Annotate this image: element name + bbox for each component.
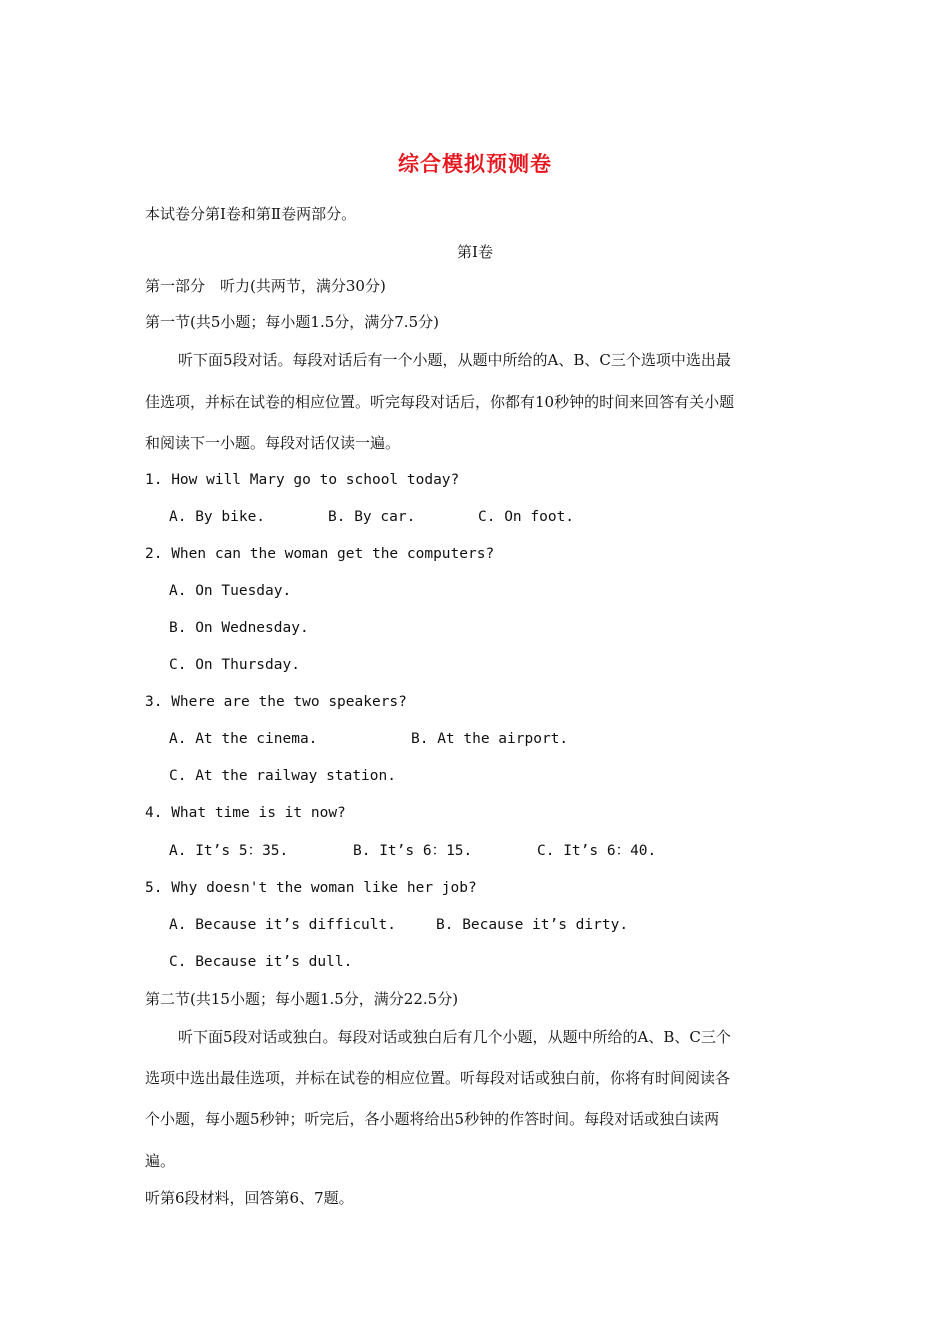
page-title: 综合模拟预测卷 <box>398 152 552 176</box>
section1-heading: 第一节(共5小题；每小题1.5分，满分7.5分) <box>145 313 439 331</box>
section2-instructions-line: 遍。 <box>145 1152 176 1170</box>
question-stem: 4. What time is it now? <box>145 805 346 821</box>
section1-instructions-line: 佳选项，并标在试卷的相应位置。听完每段对话后，你都有10秒钟的时间来回答有关小题 <box>145 393 735 411</box>
answer-option: C. It’s 6：40. <box>537 843 657 859</box>
answer-option: B. On Wednesday. <box>169 620 309 636</box>
section1-instructions-line: 听下面5段对话。每段对话后有一个小题，从题中所给的A、B、C三个选项中选出最 <box>178 351 731 369</box>
section1-instructions-line: 和阅读下一小题。每段对话仅读一遍。 <box>145 434 401 452</box>
answer-option: A. It’s 5：35. <box>169 843 289 859</box>
part1-heading: 第一部分 听力(共两节，满分30分) <box>145 277 386 295</box>
answer-option: C. Because it’s dull. <box>169 954 353 970</box>
section2-instructions-line: 听下面5段对话或独白。每段对话或独白后有几个小题，从题中所给的A、B、C三个 <box>178 1028 731 1046</box>
material-note: 听第6段材料，回答第6、7题。 <box>145 1189 354 1207</box>
question-stem: 2. When can the woman get the computers? <box>145 546 495 562</box>
question-stem: 3. Where are the two speakers? <box>145 694 407 710</box>
answer-option: C. On Thursday. <box>169 657 300 673</box>
answer-option: B. Because it’s dirty. <box>436 917 629 933</box>
answer-option: A. Because it’s difficult. <box>169 917 396 933</box>
intro-text: 本试卷分第Ⅰ卷和第Ⅱ卷两部分。 <box>145 205 357 223</box>
answer-option: A. At the cinema. <box>169 731 318 747</box>
answer-option: A. By bike. <box>169 509 266 525</box>
answer-option: C. On foot. <box>478 509 575 525</box>
question-stem: 5. Why doesn't the woman like her job? <box>145 880 477 896</box>
question-stem: 1. How will Mary go to school today? <box>145 472 460 488</box>
section2-instructions-line: 选项中选出最佳选项，并标在试卷的相应位置。听每段对话或独白前，你将有时间阅读各 <box>145 1069 731 1087</box>
answer-option: C. At the railway station. <box>169 768 396 784</box>
answer-option: A. On Tuesday. <box>169 583 292 599</box>
section2-heading: 第二节(共15小题；每小题1.5分，满分22.5分) <box>145 990 459 1008</box>
volume-heading: 第Ⅰ卷 <box>457 243 493 261</box>
section2-instructions-line: 个小题，每小题5秒钟；听完后，各小题将给出5秒钟的作答时间。每段对话或独白读两 <box>145 1110 720 1128</box>
answer-option: B. It’s 6：15. <box>353 843 473 859</box>
answer-option: B. At the airport. <box>411 731 569 747</box>
answer-option: B. By car. <box>328 509 416 525</box>
